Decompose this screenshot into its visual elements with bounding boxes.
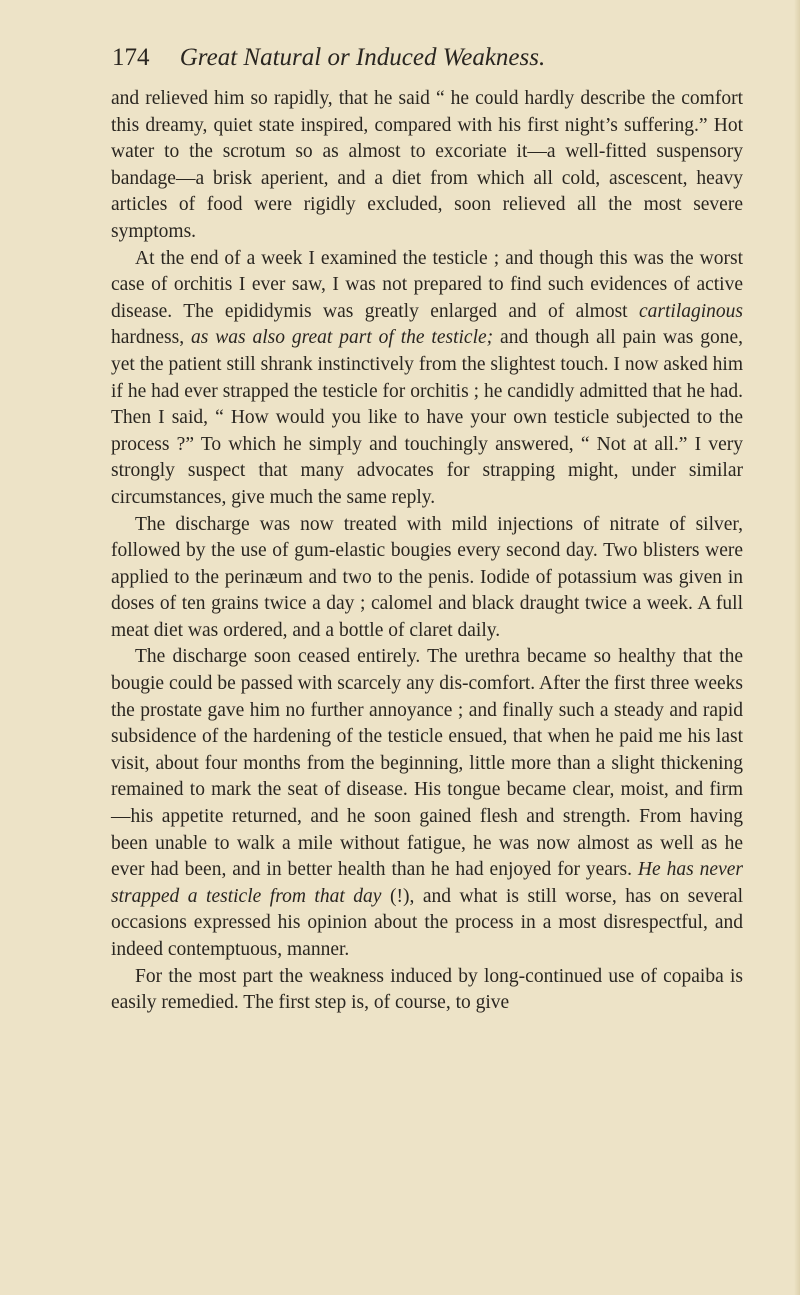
running-header [112,43,742,73]
italic-run: He has never strapped a testicle from that day [111,859,743,907]
paragraph [111,512,743,645]
page-number: 174 [112,44,150,71]
page-edge [794,0,800,1295]
text-run: and though all pain was gone, yet the patient still shrank instinctively from the slightest touch. I now asked him if he had ever strapped the testicle for orchitis ; he candidly admitted that he had. Then I said, “ How would you like to have your own testicle subjected to the process ?” To which he simply and touchingly answered, “ Not at all.” I very strongly suspect that many advocates for strapping might, under similar circumstances, give much the same reply. [111,327,744,508]
italic-run: as was also great part of the testicle; [191,327,494,349]
text-run: For the most part the weakness induced by long-continued use of copaiba is easily remedied. The first step is, of course, to give [111,965,743,1014]
text-run: At the end of a week I examined the testicle ; and though this was the worst case of orchitis I ever saw, I was not prepared to find such evidences of active disease. The epididymis was greatly enlarged and of almost [111,247,743,322]
paragraph [111,644,743,963]
text-run: hardness, [111,327,192,349]
body-text [111,86,743,1017]
text-run: The discharge soon ceased entirely. The urethra became so healthy that the bougie could be passed with scarcely any dis-comfort. After the first three weeks the prostate gave him no further annoyance ; and finally such a steady and rapid subsidence of the hardening of the testicle ensued, that when he paid me his last visit, about four months from the beginning, little more than a slight thickening remained to mark the seat of disease. His tongue became clear, moist, and firm—his appetite returned, and he soon gained flesh and strength. From having been unable to walk a mile without fatigue, he was now almost as well as he ever had been, and in better health than he had enjoyed for years. [111,646,743,881]
paragraph [111,964,743,1017]
text-run: and relieved him so rapidly, that he said “ he could hardly describe the comfort this dreamy, quiet state inspired, compared with his first night’s suffering.” Hot water to the scrotum so as almost to excoriate it—a well-fitted suspensory bandage—a brisk aperient, and a diet from which all cold, ascescent, heavy articles of food were rigidly excluded, soon relieved all the most severe symptoms. [111,88,743,242]
text-run: (!), and what is still worse, has on several occasions expressed his opinion about the process in a most disrespectful, and indeed contemptuous, manner. [111,885,743,960]
text-run: The discharge was now treated with mild injections of nitrate of silver, followed by the use of gum-elastic bougies every second day. Two blisters were applied to the perinæum and two to the penis. Iodide of potassium was given in doses of ten grains twice a day ; calomel and black draught twice a week. A full meat diet was ordered, and a bottle of claret daily. [111,513,743,641]
italic-run: cartilaginous [638,300,743,322]
paragraph [111,86,743,246]
running-title: Great Natural or Induced Weakness. [179,44,546,71]
paragraph [111,246,743,512]
